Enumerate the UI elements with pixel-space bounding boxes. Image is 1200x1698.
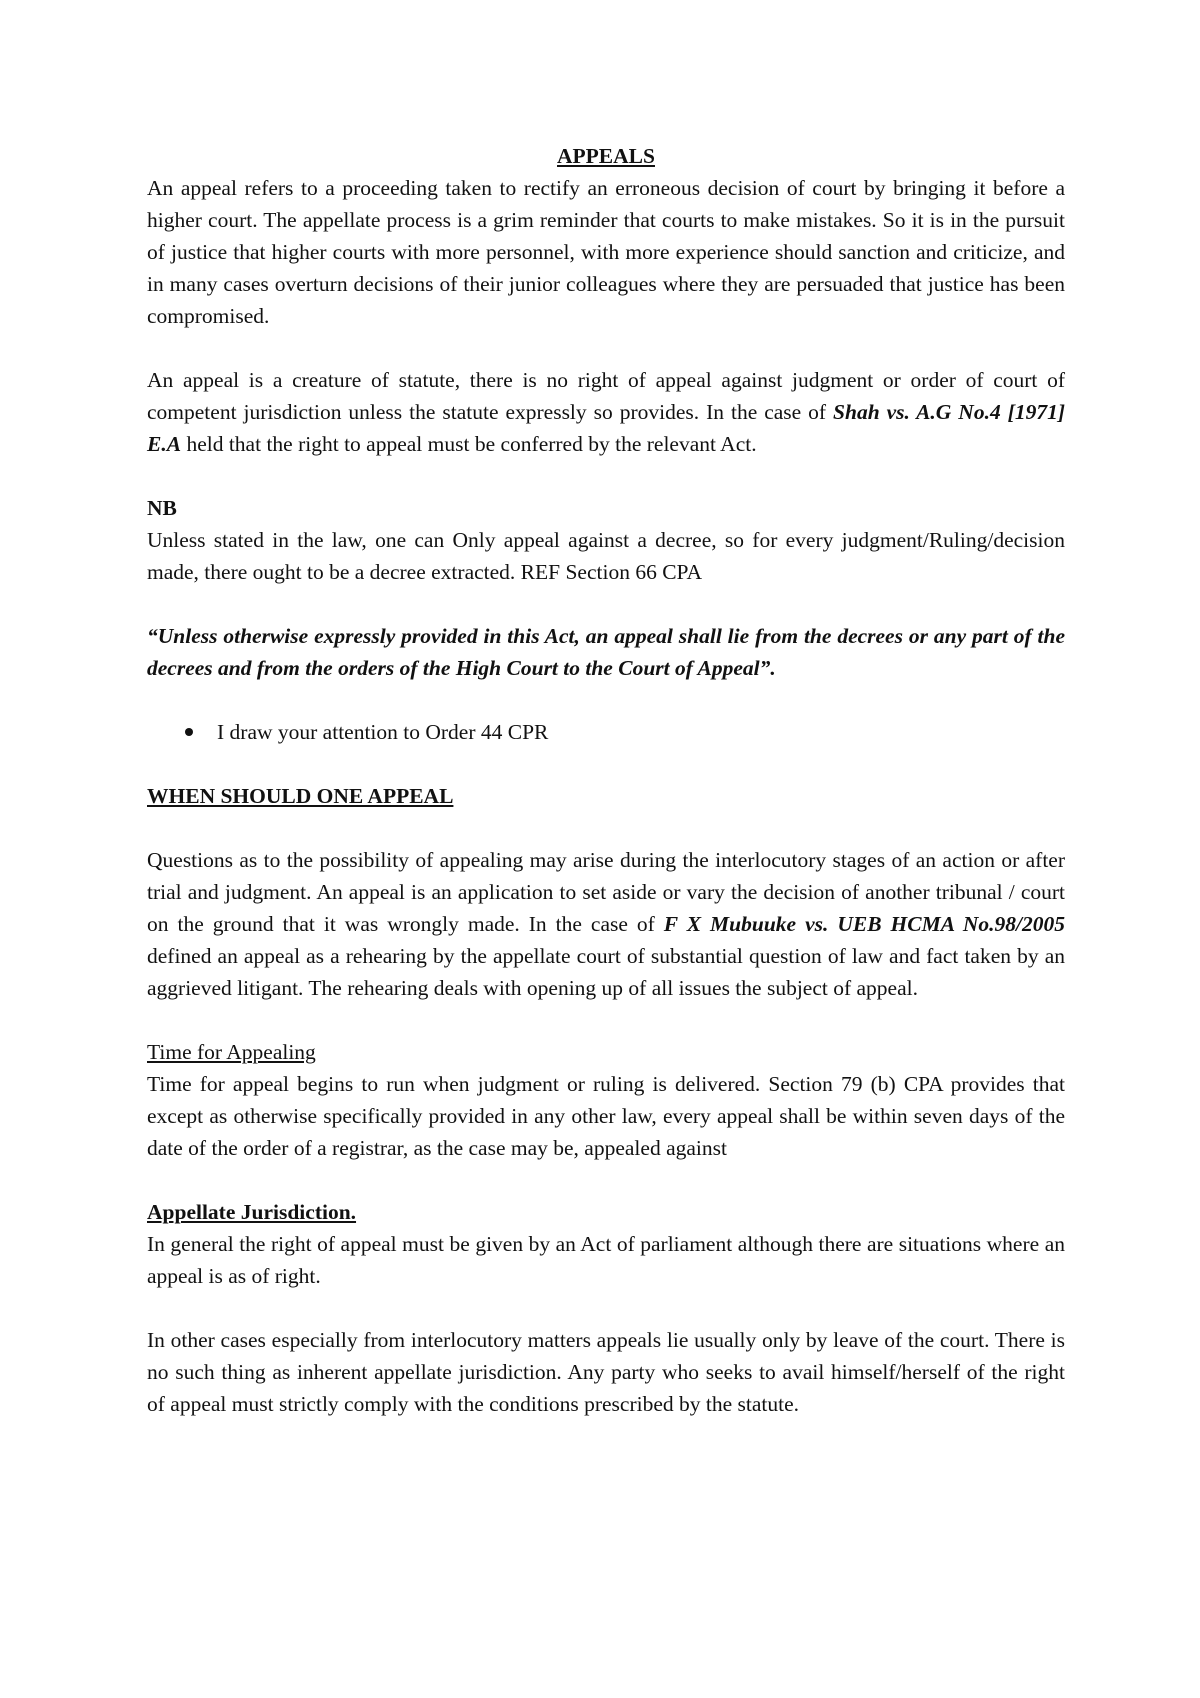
when-text-after: defined an appeal as a rehearing by the appellate court of substantial question of law and fact taken by an aggrieved litigant. The rehearing deals with opening up of all issues the subject of appeal. bbox=[147, 944, 1065, 1000]
time-paragraph: Time for appeal begins to run when judgment or ruling is delivered. Section 79 (b) CPA provides that except as otherwise specifically provided in any other law, every appeal shall be within seven days of the date of the order of a registrar, as the case may be, appealed against bbox=[147, 1072, 1065, 1160]
spacer bbox=[147, 332, 1065, 364]
bullet-icon bbox=[185, 728, 193, 736]
spacer bbox=[147, 1004, 1065, 1036]
intro-paragraph: An appeal refers to a proceeding taken to rectify an erroneous decision of court by bringing it before a higher court. The appellate process is a grim reminder that courts to make mistakes. So it is in the pursuit of justice that higher courts with more personnel, with more experience should sanction and criticize, and in many cases overturn decisions of their junior colleagues where they are persuaded that justice has been compromised. bbox=[147, 176, 1065, 328]
when-text-before: Questions as to the possibility of appealing may arise during the interlocutory stages of an action or after trial and judgment. An appeal is an application to set aside or vary the decision of another tribunal / court on the ground that it was wrongly made. In the case of bbox=[147, 848, 1065, 936]
jurisdiction-heading: Appellate Jurisdiction. bbox=[147, 1200, 357, 1224]
statute-quote: “Unless otherwise expressly provided in this Act, an appeal shall lie from the decrees or any part of the decrees and from the orders of the High Court to the Court of Appeal”. bbox=[147, 624, 1065, 680]
nb-paragraph: Unless stated in the law, one can Only appeal against a decree, so for every judgment/Ruling/decision made, there ought to be a decree extracted. REF Section 66 CPA bbox=[147, 528, 1065, 584]
when-heading: WHEN SHOULD ONE APPEAL bbox=[147, 784, 454, 808]
jurisdiction-paragraph: In general the right of appeal must be given by an Act of parliament although there are situations where an appeal is as of right. bbox=[147, 1232, 1065, 1288]
bullet-list-item bbox=[147, 716, 1065, 748]
spacer bbox=[147, 684, 1065, 716]
document-title: APPEALS bbox=[557, 144, 655, 168]
statute-paragraph bbox=[147, 364, 1065, 460]
bullet-text: I draw your attention to Order 44 CPR bbox=[217, 720, 549, 744]
nb-heading: NB bbox=[147, 496, 177, 520]
spacer bbox=[147, 812, 1065, 844]
spacer bbox=[147, 588, 1065, 620]
time-heading: Time for Appealing bbox=[147, 1040, 316, 1064]
spacer bbox=[147, 748, 1065, 780]
case-citation-shah: Shah vs. A.G No.4 [1971] E.A bbox=[147, 400, 1065, 456]
other-cases-paragraph: In other cases especially from interlocutory matters appeals lie usually only by leave of the court. There is no such thing as inherent appellate jurisdiction. Any party who seeks to avail himself/herself of the right of appeal must strictly comply with the conditions prescribed by the statute. bbox=[147, 1328, 1065, 1416]
statute-text-before: An appeal is a creature of statute, there is no right of appeal against judgment or order of court of competent jurisdiction unless the statute expressly so provides. In the case of bbox=[147, 368, 1065, 424]
case-citation-mubuuke: F X Mubuuke vs. UEB HCMA No.98/2005 bbox=[663, 912, 1065, 936]
document-page bbox=[147, 140, 1065, 1420]
spacer bbox=[147, 460, 1065, 492]
statute-text-after: held that the right to appeal must be conferred by the relevant Act. bbox=[181, 432, 757, 456]
spacer bbox=[147, 1164, 1065, 1196]
spacer bbox=[147, 1292, 1065, 1324]
when-paragraph bbox=[147, 844, 1065, 1004]
